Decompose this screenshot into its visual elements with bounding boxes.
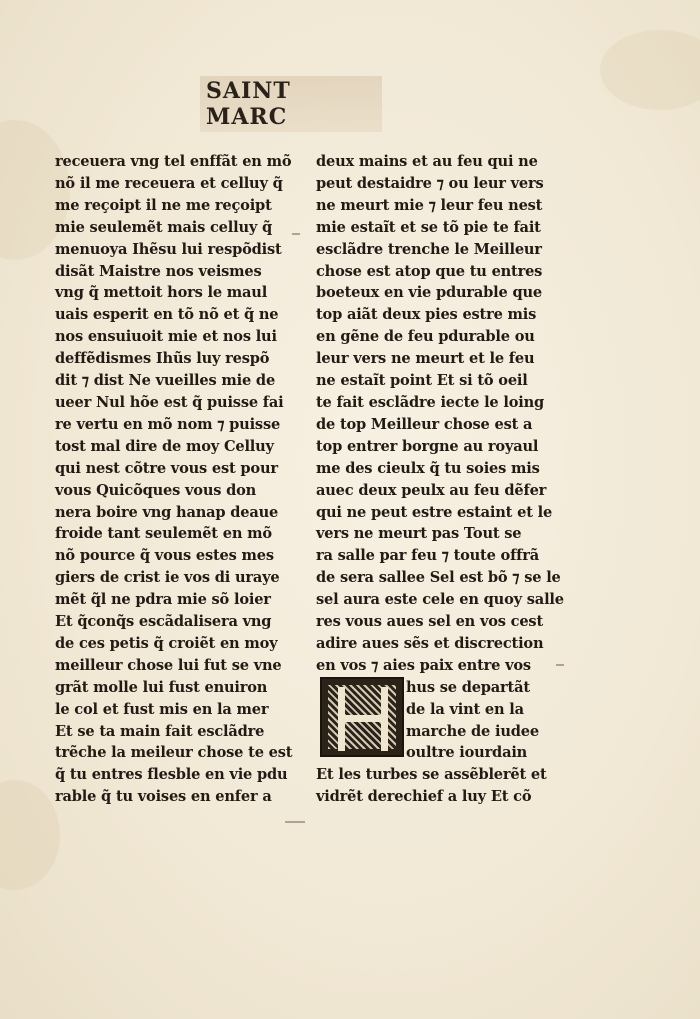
running-head: SAINT MARC <box>200 76 382 132</box>
text-line: leur vers ne meurt et le feu <box>316 350 535 368</box>
margin-mark <box>556 664 564 666</box>
text-line: adire aues sẽs et discrection <box>316 634 544 652</box>
text-line: en vos ⁊ aies paix entre vos <box>316 656 531 674</box>
text-line: de ces petis q̃ croiẽt en moy <box>55 634 278 652</box>
text-line: ueer Nul hõe est q̃ puisse fai <box>55 393 284 411</box>
text-line: le col et fust mis en la mer <box>55 700 269 718</box>
text-line: me des cieulx q̃ tu soies mis <box>316 459 540 477</box>
text-line: qui ne peut estre estaint et le <box>316 503 553 521</box>
text-line: hus se departãt <box>406 678 530 696</box>
initial-letter-h <box>338 687 388 751</box>
text-line: re vertu en mõ nom ⁊ puisse <box>55 415 281 433</box>
text-line: disãt Maistre nos veismes <box>55 262 262 280</box>
text-line: Et se ta main fait esclãdre <box>55 722 265 740</box>
text-line: res vous aues sel en vos cest <box>316 613 543 631</box>
paper-stain <box>0 780 60 890</box>
text-line: meilleur chose lui fut se vne <box>55 656 282 674</box>
text-line: me reçoipt il ne me reçoipt <box>55 196 272 214</box>
text-line: deux mains et au feu qui ne <box>316 153 538 170</box>
text-line: nõ il me receuera et celluy q̃ <box>55 174 283 192</box>
decorated-initial <box>320 677 404 757</box>
text-line: grãt molle lui fust enuiron <box>55 678 268 696</box>
text-line: de sera sallee Sel est bõ ⁊ se le <box>316 569 561 587</box>
text-line: en gẽne de feu pdurable ou <box>316 328 535 346</box>
text-line: sel aura este cele en quoy salle <box>316 591 564 609</box>
text-line: menuoya Ihẽsu lui respõdist <box>55 240 282 258</box>
paper-stain <box>600 30 700 110</box>
text-line: tost mal dire de moy Celluy <box>55 437 274 455</box>
text-line: marche de iudee <box>406 722 539 740</box>
text-line: qui nest cõtre vous est pour <box>55 459 278 477</box>
text-line: Et q̃conq̃s escãdalisera vng <box>55 613 272 631</box>
text-line: Et les turbes se assẽblerẽt et <box>316 766 547 784</box>
text-line: vidrẽt derechief a luy Et cõ <box>316 788 532 806</box>
text-line: chose est atop que tu entres <box>316 262 543 280</box>
text-line: mẽt q̃l ne pdra mie sõ loier <box>55 591 271 609</box>
text-line: de la vint en la <box>406 700 524 718</box>
text-line: boeteux en vie pdurable que <box>316 284 542 302</box>
text-line: vous Quicõques vous don <box>55 481 257 499</box>
margin-mark <box>292 233 300 235</box>
text-line: uais esperit en tõ nõ et q̃ ne <box>55 306 279 324</box>
text-line: ne meurt mie ⁊ leur feu nest <box>316 196 543 214</box>
text-line: q̃ tu entres flesble en vie pdu <box>55 766 288 784</box>
text-line: mie seulemẽt mais celluy q̃ <box>55 218 273 236</box>
text-line: ra salle par feu ⁊ toute offrã <box>316 547 539 565</box>
text-line: vng q̃ mettoit hors le maul <box>55 284 268 302</box>
text-line: dit ⁊ dist Ne vueilles mie de <box>55 372 276 390</box>
left-text-column <box>55 151 293 808</box>
text-line: oultre iourdain <box>406 744 528 762</box>
text-line: top entrer borgne au royaul <box>316 437 539 455</box>
text-line: esclãdre trenche le Meilleur <box>316 240 542 258</box>
text-line: ne estaĩt point Et si tõ oeil <box>316 372 528 390</box>
text-line: de top Meilleur chose est a <box>316 415 533 433</box>
text-line: peut destaidre ⁊ ou leur vers <box>316 174 544 192</box>
text-line: giers de crist ie vos di uraye <box>55 569 280 587</box>
text-line: trẽche la meileur chose te est <box>55 744 293 762</box>
text-line: top aiãt deux pies estre mis <box>316 306 537 324</box>
text-line: vers ne meurt pas Tout se <box>316 525 522 543</box>
text-line: nõ pource q̃ vous estes mes <box>55 547 274 565</box>
text-line: mie estaĩt et se tõ pie te fait <box>316 218 541 236</box>
text-line: te fait esclãdre iecte le loing <box>316 393 545 411</box>
margin-mark <box>285 821 305 823</box>
text-line: receuera vng tel enffãt en mõ <box>55 153 292 170</box>
text-line: nera boire vng hanap deaue <box>55 503 279 521</box>
text-line: deffẽdismes Ihũs luy respõ <box>55 350 270 368</box>
text-line: rable q̃ tu voises en enfer a <box>55 788 272 806</box>
text-line: froide tant seulemẽt en mõ <box>55 525 272 543</box>
text-line: nos ensuiuoit mie et nos lui <box>55 328 277 346</box>
text-line: auec deux peulx au feu dẽfer <box>316 481 547 499</box>
